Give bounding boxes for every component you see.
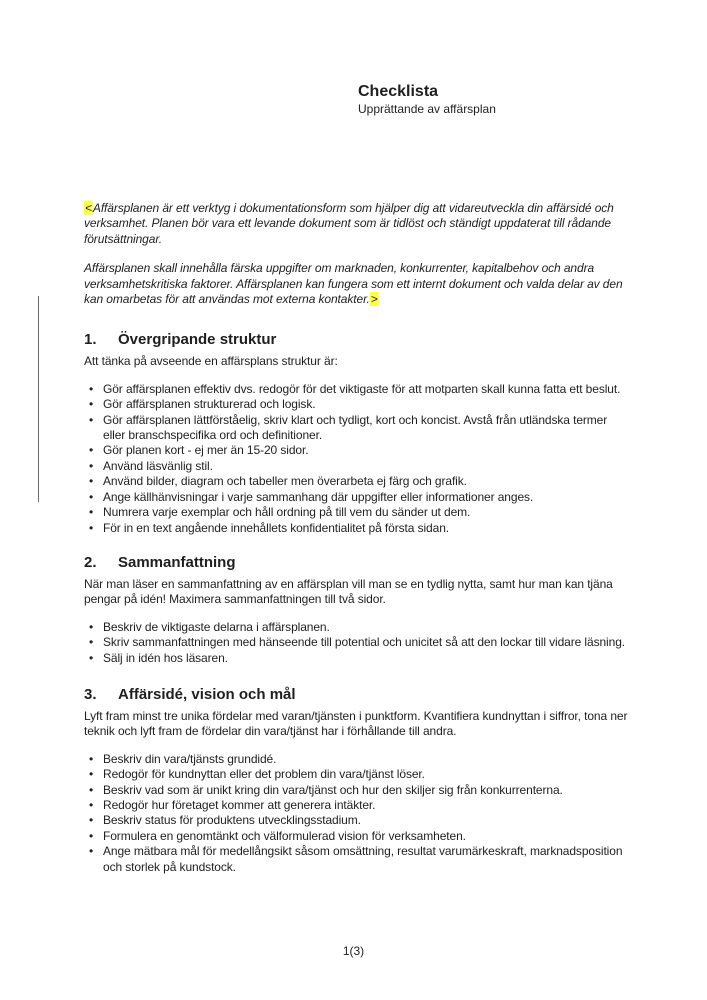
section-overgripande-struktur — [84, 331, 632, 535]
document-subtitle: Upprättande av affärsplan — [358, 102, 496, 116]
section-heading — [84, 686, 632, 704]
section-lead: Lyft fram minst tre unika fördelar med varan/tjänsten i punktform. Kvantifiera kundnyttan i siffror, tona ner teknik och lyft fram de fördelar din vara/tjänst har i förhållande till andra. — [84, 708, 628, 739]
title-block — [358, 82, 632, 117]
bullet-item: • Ange mätbara mål för medellångsikt såsom omsättning, resultat varumärkeskraft, marknadsposition och storlek på kundstock. — [84, 844, 632, 875]
section-heading — [84, 331, 632, 349]
section-number: 2. — [84, 553, 97, 571]
bullet-list — [84, 752, 632, 875]
bullet-item: • Beskriv status för produktens utvecklingsstadium. — [84, 813, 632, 828]
bullet-list — [84, 382, 632, 536]
intro-block — [84, 201, 632, 307]
section-title: Övergripande struktur — [118, 331, 277, 349]
bullet-item: • För in en text angående innehållets konfidentialitet på första sidan. — [84, 521, 632, 536]
bullet-item: • Formulera en genomtänkt och välformulerad vision för verksamheten. — [84, 829, 632, 844]
bullet-list — [84, 620, 632, 666]
section-number: 3. — [84, 685, 97, 703]
bullet-item: • Sälj in idén hos läsaren. — [84, 651, 632, 666]
intro-paragraph-1-text: Affärsplanen är ett verktyg i dokumentationsform som hjälper dig att vidareutveckla din affärsidé och verksamhet. Planen bör vara ett levande dokument som är tidlöst och ständigt uppdaterat till rådande förutsättningar. — [84, 201, 614, 246]
bullet-item: • Använd bilder, diagram och tabeller men överarbeta ej färg och grafik. — [84, 474, 632, 489]
bullet-item: • Använd läsvänlig stil. — [84, 459, 632, 474]
bullet-item: • Beskriv de viktigaste delarna i affärsplanen. — [84, 620, 632, 635]
bullet-item: • Numrera varje exemplar och håll ordning på till vem du sänder ut dem. — [84, 505, 632, 520]
scan-artifact-line — [38, 296, 39, 502]
bullet-item: • Gör affärsplanen effektiv dvs. redogör för det viktigaste för att motparten skall kunna fatta ett beslut. — [84, 382, 632, 397]
section-number: 1. — [84, 331, 97, 349]
page-number: 1(3) — [342, 944, 365, 958]
section-title: Affärsidé, vision och mål — [118, 685, 296, 703]
bullet-item: • Beskriv din vara/tjänsts grundidé. — [84, 752, 632, 767]
highlight-close-mark: > — [370, 292, 378, 307]
bullet-item: • Gör affärsplanen lättförståelig, skriv klart och tydligt, kort och koncist. Avstå från utländska termer eller branschspecifika ord och definitioner. — [84, 413, 632, 444]
bullet-item: • Beskriv vad som är unikt kring din vara/tjänst och hur den skiljer sig från konkurrenterna. — [84, 783, 632, 798]
intro-paragraph-2-text: Affärsplanen skall innehålla färska uppgifter om marknaden, konkurrenter, kapitalbehov och andra verksamhetskritiska faktorer. Affärsplanen kan fungera som ett internt dokument och valda delar av den kan omarbetas för att användas mot externa kontakter. — [84, 261, 623, 307]
section-affarside-vision-mal — [84, 686, 632, 875]
bullet-item: • Redogör hur företaget kommer att generera intäkter. — [84, 798, 632, 813]
section-sammanfattning — [84, 554, 632, 666]
bullet-item: • Gör affärsplanen strukturerad och logisk. — [84, 397, 632, 412]
bullet-item: • Gör planen kort - ej mer än 15-20 sidor. — [84, 443, 632, 458]
highlight-open-mark: < — [85, 201, 92, 215]
bullet-item: • Redogör för kundnyttan eller det problem din vara/tjänst löser. — [84, 767, 632, 782]
section-lead: Att tänka på avseende en affärsplans struktur är: — [84, 354, 338, 369]
section-heading — [84, 554, 632, 572]
document-title: Checklista — [358, 83, 439, 100]
intro-paragraph-2 — [84, 261, 632, 307]
bullet-item: • Ange källhänvisningar i varje sammanhang där uppgifter eller informationer anges. — [84, 490, 632, 505]
intro-paragraph-1 — [84, 201, 632, 247]
bullet-item: • Skriv sammanfattningen med hänseende till potential och unicitet så att den lockar till vidare läsning. — [84, 635, 632, 650]
section-title: Sammanfattning — [118, 553, 236, 571]
section-lead: När man läser en sammanfattning av en affärsplan vill man se en tydlig nytta, samt hur man kan tjäna pengar på idén! Maximera sammanfattningen till två sidor. — [84, 576, 613, 607]
